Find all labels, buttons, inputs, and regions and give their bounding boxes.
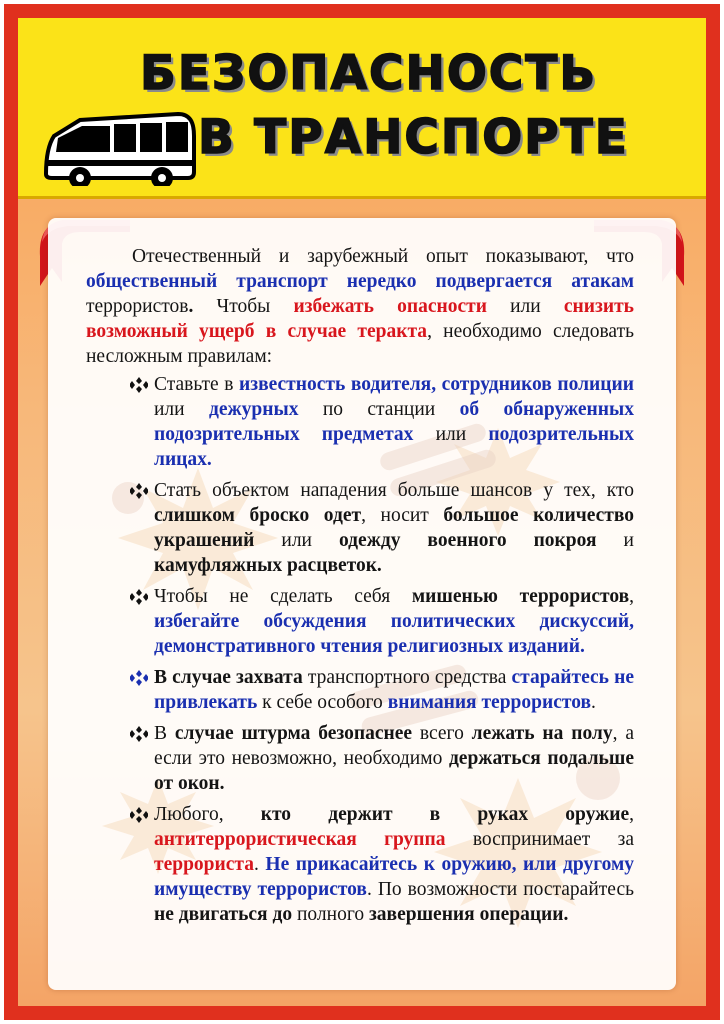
text-segment: . По возможности постарайтесь [366,879,634,900]
text-segment: не двигаться до [154,904,293,925]
text-segment: случае захвата [172,667,303,688]
title-line-1: БЕЗОПАСНОСТЬ [140,46,598,101]
bullet-diamond-icon [130,807,148,823]
text-segment: одежду военного покроя [338,530,597,551]
text-segment: воспринимает за [445,829,634,850]
text-segment: Чтобы [193,296,294,317]
text-segment: случае штурма безопаснее [174,723,413,744]
text-segment: . [253,854,266,875]
text-segment: В [154,723,175,744]
text-segment: или [486,296,564,317]
text-segment: к себе особого [257,692,388,713]
text-segment: завершения операции. [368,904,569,925]
text-segment: антитеррористическая группа [154,829,446,850]
text-segment: избежать опасности [293,296,487,317]
text-segment: В [154,667,173,688]
text-segment: всего [412,723,472,744]
poster-frame [4,4,720,1020]
text-segment: или [154,399,209,420]
text-segment: кто держит в руках оружие [260,804,630,825]
bullet-diamond-icon [130,670,148,686]
text-segment: террориста [154,854,254,875]
text-segment: , [629,586,634,607]
text-segment: террористов [86,296,189,317]
text-segment: избегайте обсуждения политических дискуссий, демонстративного чтения религиозных изданий. [154,611,634,657]
text-segment: камуфляжных расцветок. [154,555,382,576]
rules-card [48,218,676,990]
poster-header [18,18,706,199]
text-segment: держаться подальше от окон. [154,748,634,794]
text-segment: , [629,804,634,825]
poster-background [18,18,706,1006]
bus-icon [40,102,200,186]
text-segment: или [254,530,339,551]
text-segment: Ставьте в [154,374,240,395]
text-segment: общественный транспорт нередко подвергается атакам [86,271,634,292]
text-segment: и [596,530,634,551]
text-segment: подозрительных лицах. [154,424,635,470]
rule-item [86,721,634,796]
bullet-diamond-icon [130,483,148,499]
rule-item [86,802,634,927]
intro-paragraph [86,244,634,369]
text-segment: транспортного средства [302,667,512,688]
rule-item [86,478,634,578]
bullet-diamond-icon [130,589,148,605]
text-segment: дежурных [208,399,299,420]
text-segment: по станции [298,399,460,420]
text-segment: полного [292,904,369,925]
text-segment: внимания террористов [387,692,592,713]
rules-list [86,372,634,927]
text-segment: Не прикасайтесь к оружию, или другому имуществу террористов [154,854,634,900]
text-segment: старайтесь не привлекать [154,667,634,713]
text-segment: . [591,692,596,713]
text-segment: или [413,424,489,445]
text-segment: , необходимо следовать несложным правилам: [86,321,634,367]
bullet-diamond-icon [130,377,148,393]
rule-item [86,372,634,472]
text-segment: известность водителя, сотрудников полиции [239,374,635,395]
text-segment: Чтобы не сделать себя [154,586,412,607]
text-segment: лежать на полу [471,723,613,744]
text-segment: Отечественный и зарубежный опыт показывают, что [132,246,634,267]
text-segment: Стать объектом нападения больше шансов у тех, кто [154,480,634,501]
text-segment: , носит [361,505,444,526]
rule-item [86,665,634,715]
text-segment: , а если это невозможно, необходимо [154,723,635,769]
rule-item [86,584,634,659]
text-segment: об обнаруженных подозрительных предметах [154,399,634,445]
text-segment: большое количество украшений [154,505,634,551]
bullet-diamond-icon [130,726,148,742]
text-segment: . [188,296,194,317]
text-segment: снизить возможный ущерб в случае теракта [86,296,634,342]
text-segment: мишенью террористов [411,586,630,607]
text-segment: слишком броско одет [154,505,362,526]
text-segment: Любого, [154,804,261,825]
title-line-2: В ТРАНСПОРТЕ [198,110,629,165]
rules-text [86,244,634,933]
